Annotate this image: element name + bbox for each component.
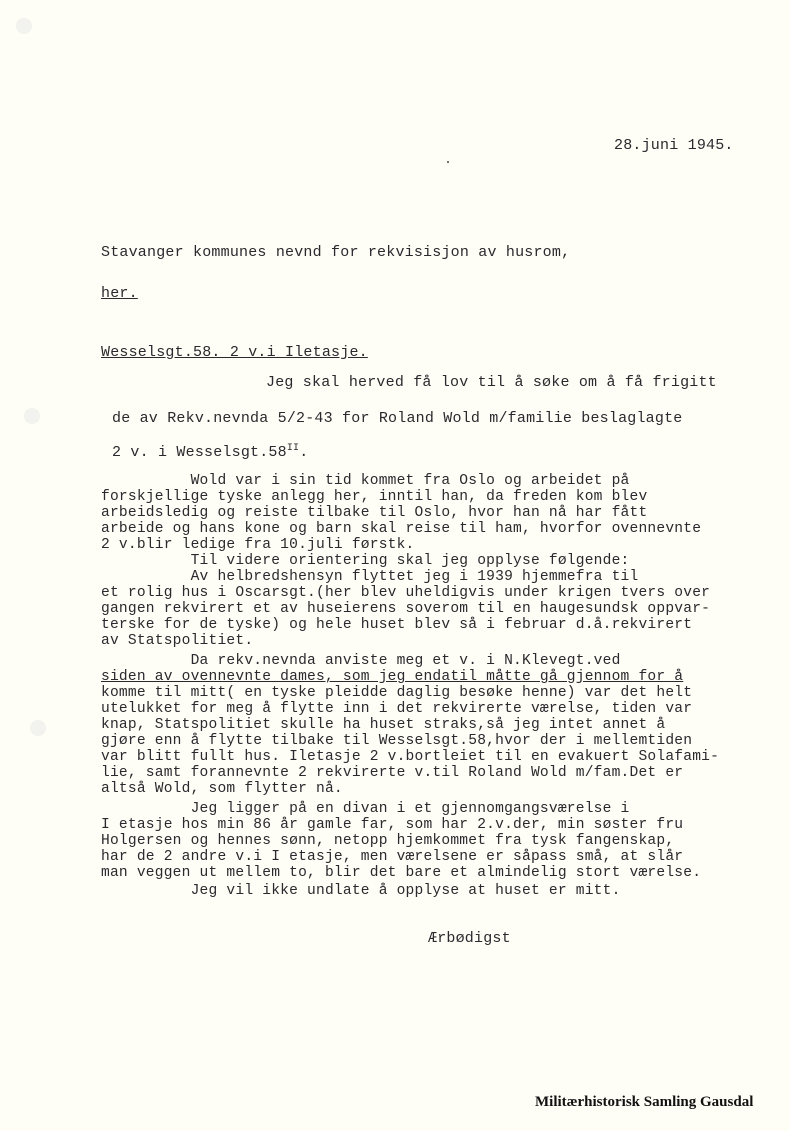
body-line: I etasje hos min 86 år gamle far, som har 2.v.der, min søster fru — [101, 817, 684, 833]
body-line: siden av ovennevnte dames, som jeg endatil måtte gå gjennom for å — [101, 669, 684, 685]
body-line: Da rekv.nevnda anviste meg et v. i N.Klevegt.ved — [101, 653, 621, 669]
intro-line-1: Jeg skal herved få lov til å søke om å få frigitt — [266, 374, 717, 391]
body-line: arbeidsledig og reiste tilbake til Oslo, hvor han nå har fått — [101, 505, 648, 521]
archive-watermark: Militærhistorisk Samling Gausdal — [535, 1094, 754, 1110]
body-line: Jeg vil ikke undlate å opplyse at huset er mitt. — [101, 883, 621, 899]
body-line: Holgersen og hennes sønn, netopp hjemkommet fra tysk fangenskap, — [101, 833, 675, 849]
body-line: gangen rekvirert et av huseierens soverom til en haugesundsk oppvar- — [101, 601, 711, 617]
intro-line-3-end: . — [299, 444, 309, 461]
body-line: har de 2 andre v.i I etasje, men værelsene er såpass små, at slår — [101, 849, 684, 865]
punch-hole — [24, 408, 40, 424]
body-line: lie, samt forannevnte 2 rekvirerte v.til Roland Wold m/fam.Det er — [101, 765, 684, 781]
body-line: et rolig hus i Oscarsgt.(her blev uheldigvis under krigen tvers over — [101, 585, 711, 601]
punch-hole — [30, 720, 46, 736]
body-line: arbeide og hans kone og barn skal reise til ham, hvorfor ovennevnte — [101, 521, 702, 537]
intro-line-3-text: 2 v. i Wesselsgt.58 — [112, 444, 287, 461]
body-line: gjøre enn å flytte tilbake til Wesselsgt.58,hvor der i mellemtiden — [101, 733, 693, 749]
place-line: her. — [101, 285, 138, 302]
intro-line-2: de av Rekv.nevnda 5/2-43 for Roland Wold m/familie beslaglagte — [112, 410, 683, 427]
body-line: 2 v.blir ledige fra 10.juli førstk. — [101, 537, 415, 553]
body-line: var blitt fullt hus. Iletasje 2 v.bortleiet til en evakuert Solafami- — [101, 749, 720, 765]
body-line: Wold var i sin tid kommet fra Oslo og arbeidet på — [101, 473, 630, 489]
body-line: knap, Statspolitiet skulle ha huset straks,så jeg intet annet å — [101, 717, 666, 733]
letter-date: 28.juni 1945. — [614, 137, 734, 154]
subject-line: Wesselsgt.58. 2 v.i Iletasje. — [101, 344, 368, 361]
closing-salutation: Ærbødigst — [428, 930, 511, 947]
body-line: av Statspolitiet. — [101, 633, 254, 649]
recipient-line: Stavanger kommunes nevnd for rekvisisjon av husrom, — [101, 244, 571, 261]
body-line: Til videre orientering skal jeg opplyse følgende: — [101, 553, 630, 569]
body-line: forskjellige tyske anlegg her, inntil han, da freden kom blev — [101, 489, 648, 505]
body-line: komme til mitt( en tyske pleidde daglig besøke henne) var det helt — [101, 685, 693, 701]
body-line: Av helbredshensyn flyttet jeg i 1939 hjemmefra til — [101, 569, 639, 585]
punch-hole — [16, 18, 32, 34]
ink-dot — [447, 161, 449, 163]
body-line: utelukket for meg å flytte inn i det rekvirerte værelse, tiden var — [101, 701, 693, 717]
intro-line-3 — [112, 440, 308, 462]
body-line: altså Wold, som flytter nå. — [101, 781, 343, 797]
body-line: Jeg ligger på en divan i et gjennomgangsværelse i — [101, 801, 630, 817]
floor-superscript: II — [286, 443, 300, 454]
body-line: terske for de tyske) og hele huset blev så i februar d.å.rekvirert — [101, 617, 693, 633]
body-line: man veggen ut mellem to, blir det bare et almindelig stort værelse. — [101, 865, 702, 881]
